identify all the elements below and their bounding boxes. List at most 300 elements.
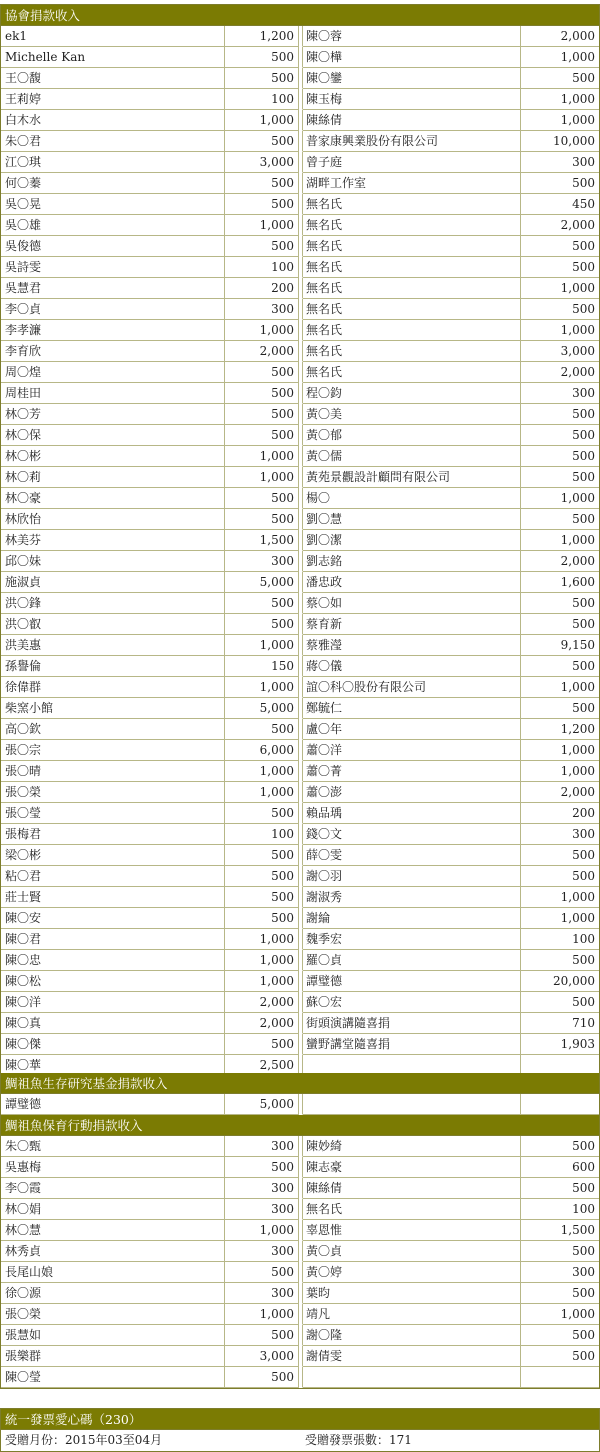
- donor-name: 柴窯小館: [1, 698, 225, 719]
- donation-amount: 1,000: [225, 467, 299, 488]
- donor-name: 何〇蓁: [1, 173, 225, 194]
- table-row: [1, 1346, 599, 1367]
- table-row: [1, 698, 599, 719]
- donor-name: 程〇鈞: [303, 383, 521, 404]
- table-row: [1, 299, 599, 320]
- donor-name: 譚璧德: [303, 971, 521, 992]
- donation-amount: 2,000: [521, 551, 599, 572]
- table-row: [1, 992, 599, 1013]
- section-title-conservation: 鯛祖魚保育行動捐款收入: [1, 1115, 599, 1136]
- donation-amount: 500: [521, 866, 599, 887]
- table-row: [1, 215, 599, 236]
- table-row: [1, 1304, 599, 1325]
- donor-name: 無名氏: [303, 1199, 521, 1220]
- donation-amount: 500: [225, 68, 299, 89]
- donor-name: 普家康興業股份有限公司: [303, 131, 521, 152]
- donation-amount: 500: [225, 593, 299, 614]
- donation-amount: 500: [521, 698, 599, 719]
- table-row: [1, 1283, 599, 1304]
- donor-name: 陳〇松: [1, 971, 225, 992]
- table-row: [1, 110, 599, 131]
- table-row: [1, 383, 599, 404]
- donor-name: 張〇宗: [1, 740, 225, 761]
- donation-amount: 450: [521, 194, 599, 215]
- donation-amount: 3,000: [225, 152, 299, 173]
- donation-amount: 10,000: [521, 131, 599, 152]
- donation-amount: 500: [521, 509, 599, 530]
- donor-name: 吳俊德: [1, 236, 225, 257]
- donation-amount: 500: [225, 803, 299, 824]
- donor-name: 朱〇甄: [1, 1136, 225, 1157]
- donation-amount: 5,000: [225, 698, 299, 719]
- donor-name: 陳〇鑾: [303, 68, 521, 89]
- donor-name: 吳詩雯: [1, 257, 225, 278]
- donor-name: 蔡雅瀅: [303, 635, 521, 656]
- donor-name: 黃〇貞: [303, 1241, 521, 1262]
- table-row: [1, 1178, 599, 1199]
- donor-name: 王〇馥: [1, 68, 225, 89]
- donation-amount: 500: [225, 887, 299, 908]
- donor-name: 劉〇潔: [303, 530, 521, 551]
- donor-name: 王莉婷: [1, 89, 225, 110]
- donor-name: 賴品瑀: [303, 803, 521, 824]
- table-row: [1, 1262, 599, 1283]
- donor-name: 洪〇叡: [1, 614, 225, 635]
- donor-name: 李〇霞: [1, 1178, 225, 1199]
- donor-name: 林〇娟: [1, 1199, 225, 1220]
- donation-amount: 500: [521, 173, 599, 194]
- donation-amount: 2,000: [521, 782, 599, 803]
- donor-name: 林〇保: [1, 425, 225, 446]
- donor-name: 高〇欽: [1, 719, 225, 740]
- donation-amount: 2,000: [225, 1013, 299, 1034]
- donor-name: 羅〇貞: [303, 950, 521, 971]
- table-row: [1, 404, 599, 425]
- donation-amount: 1,600: [521, 572, 599, 593]
- donation-amount: 500: [521, 1136, 599, 1157]
- donor-name: 張〇榮: [1, 1304, 225, 1325]
- donation-amount: 300: [225, 551, 299, 572]
- section-association-donations: [0, 4, 600, 1077]
- donor-name: 張〇晴: [1, 761, 225, 782]
- table-row: [1, 1241, 599, 1262]
- table-row: [1, 446, 599, 467]
- donation-amount: 1,000: [225, 761, 299, 782]
- donation-amount: 1,000: [521, 761, 599, 782]
- donor-name: 魏季宏: [303, 929, 521, 950]
- donation-amount: [521, 1094, 599, 1115]
- donor-name: 楊〇: [303, 488, 521, 509]
- table-row: [1, 614, 599, 635]
- donation-amount: 1,000: [225, 677, 299, 698]
- table-row: [1, 131, 599, 152]
- donation-amount: 300: [225, 1136, 299, 1157]
- table-row: [1, 803, 599, 824]
- table-row: [1, 593, 599, 614]
- donor-name: 無名氏: [303, 236, 521, 257]
- table-row: [1, 761, 599, 782]
- table-row: [1, 194, 599, 215]
- donor-name: 陳〇洋: [1, 992, 225, 1013]
- donor-name: 陳〇君: [1, 929, 225, 950]
- donation-amount: 2,000: [521, 215, 599, 236]
- donation-amount: 1,000: [521, 89, 599, 110]
- donation-amount: 500: [225, 509, 299, 530]
- table-row: [1, 236, 599, 257]
- donation-amount: 100: [225, 824, 299, 845]
- donation-amount: 500: [521, 1325, 599, 1346]
- donor-name: 林秀貞: [1, 1241, 225, 1262]
- donor-name: 陳〇傑: [1, 1034, 225, 1055]
- donor-name: 謝倩雯: [303, 1346, 521, 1367]
- donor-name: 徐〇源: [1, 1283, 225, 1304]
- donation-amount: 1,500: [225, 530, 299, 551]
- donor-name: 無名氏: [303, 194, 521, 215]
- table-row: [1, 1199, 599, 1220]
- donor-name: 黃苑景觀設計顧問有限公司: [303, 467, 521, 488]
- donor-name: 陳玉梅: [303, 89, 521, 110]
- donation-amount: 500: [225, 425, 299, 446]
- donor-name: 謝〇羽: [303, 866, 521, 887]
- donation-amount: 710: [521, 1013, 599, 1034]
- table-row: [1, 824, 599, 845]
- donation-amount: 300: [521, 824, 599, 845]
- donor-name: 陳〇真: [1, 1013, 225, 1034]
- donation-amount: 500: [521, 992, 599, 1013]
- donor-name: 吳慧君: [1, 278, 225, 299]
- table-row: [1, 1220, 599, 1241]
- donor-name: 蕭〇澎: [303, 782, 521, 803]
- donation-amount: 500: [521, 614, 599, 635]
- donor-name: 林〇彬: [1, 446, 225, 467]
- donation-amount: 1,000: [521, 530, 599, 551]
- donation-amount: 1,000: [225, 446, 299, 467]
- donor-name: 陳志豪: [303, 1157, 521, 1178]
- donation-amount: 300: [225, 1178, 299, 1199]
- donation-amount: 1,903: [521, 1034, 599, 1055]
- donor-name: 吳〇雄: [1, 215, 225, 236]
- donor-name: 蔡育新: [303, 614, 521, 635]
- donation-amount: 500: [521, 656, 599, 677]
- donor-name: 盧〇年: [303, 719, 521, 740]
- donation-amount: 100: [521, 929, 599, 950]
- table-row: [1, 152, 599, 173]
- donor-name: 洪美惠: [1, 635, 225, 656]
- donation-amount: 500: [225, 131, 299, 152]
- donation-amount: 500: [521, 950, 599, 971]
- table-row: [1, 971, 599, 992]
- donor-name: 施淑貞: [1, 572, 225, 593]
- donation-amount: 300: [225, 299, 299, 320]
- table-row: [1, 677, 599, 698]
- donor-name: 陳絲倩: [303, 110, 521, 131]
- table-row: [1, 26, 599, 47]
- table-row: [1, 278, 599, 299]
- donor-name: 張〇榮: [1, 782, 225, 803]
- donor-name: 蕭〇洋: [303, 740, 521, 761]
- invoice-count: 受贈發票張數：171: [305, 1433, 412, 1447]
- donation-amount: 1,000: [225, 950, 299, 971]
- table-row: [1, 908, 599, 929]
- donation-amount: 500: [521, 425, 599, 446]
- donation-amount: 500: [225, 1034, 299, 1055]
- table-row: [1, 1013, 599, 1034]
- donor-name: 邱〇妹: [1, 551, 225, 572]
- donation-amount: 500: [521, 299, 599, 320]
- donation-amount: 500: [225, 362, 299, 383]
- table-row: [1, 1136, 599, 1157]
- donation-amount: 1,000: [225, 782, 299, 803]
- donor-name: 李孝濂: [1, 320, 225, 341]
- donation-amount: 500: [521, 404, 599, 425]
- table-row: [1, 950, 599, 971]
- donor-name: 潘忠政: [303, 572, 521, 593]
- donor-name: 謝淑秀: [303, 887, 521, 908]
- donor-name: 黃〇婷: [303, 1262, 521, 1283]
- donor-name: 孫譽倫: [1, 656, 225, 677]
- table-row: [1, 68, 599, 89]
- donor-name: 錢〇文: [303, 824, 521, 845]
- donor-name: 江〇琪: [1, 152, 225, 173]
- donor-name: 無名氏: [303, 362, 521, 383]
- donor-name: 陳〇瑩: [1, 1367, 225, 1388]
- donor-name: 陳妙綺: [303, 1136, 521, 1157]
- donor-name: 無名氏: [303, 341, 521, 362]
- donation-amount: 1,000: [225, 1220, 299, 1241]
- donation-amount: 3,000: [521, 341, 599, 362]
- donation-amount: 300: [225, 1199, 299, 1220]
- table-row: [1, 530, 599, 551]
- donation-amount: 200: [521, 803, 599, 824]
- donation-amount: 5,000: [225, 1094, 299, 1115]
- donation-amount: 1,500: [521, 1220, 599, 1241]
- donor-name: 劉〇慧: [303, 509, 521, 530]
- donation-month: 受贈月份：2015年03至04月: [5, 1433, 163, 1447]
- table-row: [1, 929, 599, 950]
- donation-amount: 100: [225, 257, 299, 278]
- donor-name: 薛〇雯: [303, 845, 521, 866]
- table-row: [1, 488, 599, 509]
- donation-amount: 500: [521, 1346, 599, 1367]
- donation-amount: 20,000: [521, 971, 599, 992]
- donation-amount: 1,200: [225, 26, 299, 47]
- donor-name: 無名氏: [303, 215, 521, 236]
- donation-amount: 1,000: [521, 908, 599, 929]
- donation-amount: 500: [521, 467, 599, 488]
- donation-amount: [521, 1367, 599, 1388]
- donor-name: 吳〇晃: [1, 194, 225, 215]
- donor-name: 譚璧德: [1, 1094, 225, 1115]
- donor-name: [303, 1367, 521, 1388]
- table-row: [1, 362, 599, 383]
- donor-name: 林〇豪: [1, 488, 225, 509]
- donation-amount: 6,000: [225, 740, 299, 761]
- donation-amount: 500: [225, 1367, 299, 1388]
- donor-name: 黃〇儒: [303, 446, 521, 467]
- donor-name: 朱〇君: [1, 131, 225, 152]
- donation-amount: 1,000: [225, 929, 299, 950]
- donation-amount: 2,500: [225, 1055, 299, 1076]
- donation-amount: 500: [521, 1241, 599, 1262]
- table-row: [1, 866, 599, 887]
- donor-name: 無名氏: [303, 299, 521, 320]
- table-row: [1, 1157, 599, 1178]
- table-row: [1, 887, 599, 908]
- section-title: 鯛祖魚生存研究基金捐款收入: [1, 1073, 599, 1094]
- donation-amount: 500: [521, 446, 599, 467]
- table-row: [1, 1094, 599, 1115]
- donation-amount: 2,000: [225, 341, 299, 362]
- table-row: [1, 740, 599, 761]
- donor-name: 陳〇忠: [1, 950, 225, 971]
- donation-amount: 3,000: [225, 1346, 299, 1367]
- table-row: [1, 425, 599, 446]
- donation-amount: 1,000: [225, 320, 299, 341]
- donor-name: ek1: [1, 26, 225, 47]
- table-row: [1, 89, 599, 110]
- donor-name: 陳〇華: [1, 1055, 225, 1076]
- donation-amount: 500: [225, 404, 299, 425]
- donation-amount: 500: [225, 1325, 299, 1346]
- donor-name: 黃〇郁: [303, 425, 521, 446]
- donation-amount: 1,000: [521, 677, 599, 698]
- footer-title: 統一發票愛心碼（230）: [1, 1409, 599, 1430]
- donor-name: 街頭演講隨喜捐: [303, 1013, 521, 1034]
- donation-amount: 1,000: [521, 887, 599, 908]
- donation-amount: 1,000: [521, 278, 599, 299]
- donor-name: 張樂群: [1, 1346, 225, 1367]
- table-row: [1, 320, 599, 341]
- table-row: [1, 1034, 599, 1055]
- donation-amount: 500: [225, 194, 299, 215]
- invoice-donation-footer: [0, 1408, 600, 1452]
- donor-name: 曾子庭: [303, 152, 521, 173]
- donor-name: 蠻野講堂隨喜捐: [303, 1034, 521, 1055]
- donor-name: 周桂田: [1, 383, 225, 404]
- donor-name: 謝〇隆: [303, 1325, 521, 1346]
- donation-amount: 150: [225, 656, 299, 677]
- donation-amount: 500: [521, 593, 599, 614]
- donation-amount: 1,000: [521, 488, 599, 509]
- donor-name: 陳〇樺: [303, 47, 521, 68]
- table-row: [1, 656, 599, 677]
- donation-amount: 100: [225, 89, 299, 110]
- table-row: [1, 572, 599, 593]
- donor-name: 李〇貞: [1, 299, 225, 320]
- donation-amount: 500: [521, 1283, 599, 1304]
- donation-amount: 1,000: [521, 110, 599, 131]
- donation-amount: 2,000: [521, 362, 599, 383]
- donation-amount: 500: [225, 614, 299, 635]
- table-row: [1, 719, 599, 740]
- donor-name: 誼〇科〇股份有限公司: [303, 677, 521, 698]
- donor-name: 白木水: [1, 110, 225, 131]
- donor-name: 陳〇安: [1, 908, 225, 929]
- donation-amount: 1,000: [225, 1304, 299, 1325]
- donation-amount: 500: [225, 845, 299, 866]
- donor-name: 林欣怡: [1, 509, 225, 530]
- table-row: [1, 1325, 599, 1346]
- donor-name: 林〇芳: [1, 404, 225, 425]
- table-row: [1, 635, 599, 656]
- donor-name: 無名氏: [303, 257, 521, 278]
- donor-name: 陳〇蓉: [303, 26, 521, 47]
- donation-amount: 500: [521, 1178, 599, 1199]
- donation-amount: 600: [521, 1157, 599, 1178]
- footer-info-row: [1, 1430, 599, 1451]
- donor-name: 梁〇彬: [1, 845, 225, 866]
- donation-amount: 5,000: [225, 572, 299, 593]
- donation-amount: 300: [521, 383, 599, 404]
- donor-name: 張〇瑩: [1, 803, 225, 824]
- donation-amount: 500: [521, 68, 599, 89]
- donation-amount: 2,000: [521, 26, 599, 47]
- donor-name: 周〇煌: [1, 362, 225, 383]
- donation-amount: 500: [225, 47, 299, 68]
- donor-name: 蔡〇如: [303, 593, 521, 614]
- donor-name: 吳惠梅: [1, 1157, 225, 1178]
- donation-amount: 1,000: [521, 47, 599, 68]
- donor-name: Michelle Kan: [1, 47, 225, 68]
- donation-amount: 2,000: [225, 992, 299, 1013]
- donor-name: 湖畔工作室: [303, 173, 521, 194]
- table-row: [1, 551, 599, 572]
- table-row: [1, 467, 599, 488]
- donation-amount: 1,000: [521, 320, 599, 341]
- donation-amount: 1,000: [521, 740, 599, 761]
- donor-name: 無名氏: [303, 278, 521, 299]
- donor-name: 張梅君: [1, 824, 225, 845]
- donation-amount: 500: [225, 719, 299, 740]
- donor-name: 粘〇君: [1, 866, 225, 887]
- donation-amount: 300: [225, 1241, 299, 1262]
- donor-name: [303, 1094, 521, 1115]
- donor-name: 張慧如: [1, 1325, 225, 1346]
- donor-name: 林〇慧: [1, 1220, 225, 1241]
- donation-amount: 500: [225, 236, 299, 257]
- donor-name: 徐偉群: [1, 677, 225, 698]
- donation-amount: 100: [521, 1199, 599, 1220]
- section-title: 協會捐款收入: [1, 5, 599, 26]
- donor-name: 無名氏: [303, 320, 521, 341]
- donor-name: 靖凡: [303, 1304, 521, 1325]
- table-row: [1, 341, 599, 362]
- section-fish-research-fund: [0, 1073, 600, 1389]
- donor-name: 陳絲倩: [303, 1178, 521, 1199]
- donation-amount: 9,150: [521, 635, 599, 656]
- donation-amount: 1,000: [225, 110, 299, 131]
- donation-amount: 500: [225, 1262, 299, 1283]
- donation-amount: 500: [225, 173, 299, 194]
- donor-name: 謝綸: [303, 908, 521, 929]
- donation-amount: 500: [521, 257, 599, 278]
- donation-amount: 200: [225, 278, 299, 299]
- table-row: [1, 173, 599, 194]
- donation-amount: 500: [225, 488, 299, 509]
- donor-name: 林〇莉: [1, 467, 225, 488]
- donation-amount: 300: [521, 1262, 599, 1283]
- donor-name: 長尾山娘: [1, 1262, 225, 1283]
- donation-amount: 500: [225, 908, 299, 929]
- donation-amount: 500: [225, 383, 299, 404]
- donor-name: 辜恩惟: [303, 1220, 521, 1241]
- donor-name: 蘇〇宏: [303, 992, 521, 1013]
- donor-name: 林美芬: [1, 530, 225, 551]
- table-row: [1, 1367, 599, 1388]
- donation-amount: 1,000: [225, 635, 299, 656]
- table-row: [1, 47, 599, 68]
- donation-amount: 1,000: [225, 215, 299, 236]
